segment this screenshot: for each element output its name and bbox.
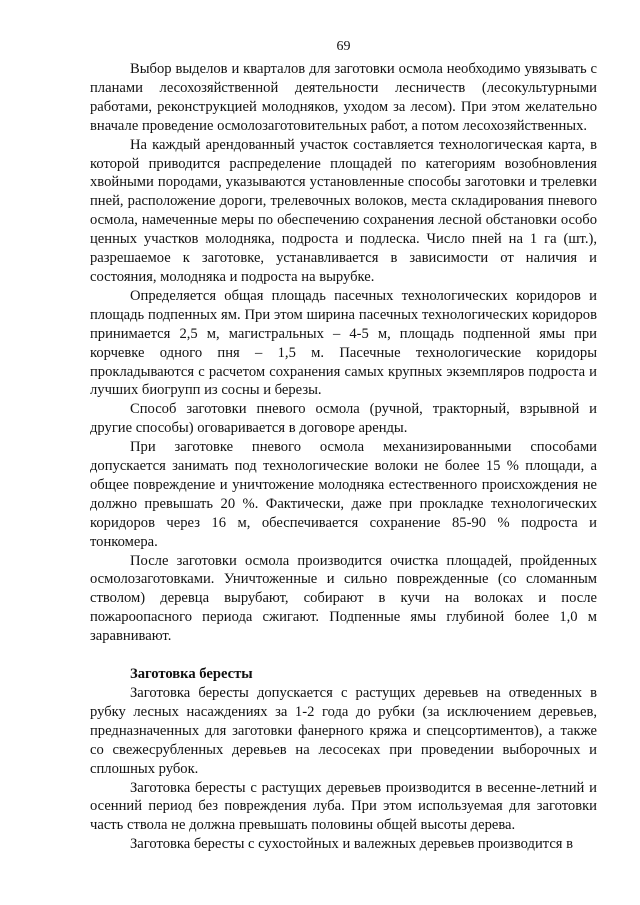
section-paragraph-2: Заготовка бересты с растущих деревьев производится в весенне-летний и осенний период без повреждения луба. При этом используемая для заготовки часть ствола не должна превышать половины общей высоты дерева. xyxy=(90,779,597,834)
paragraph-5: При заготовке пневого осмола механизированными способами допускается занимать под технологические волоки не более 15 % площади, а общее повреждение и уничтожение молодняка естественного происхождения не должно превышать 20 %. Фактически, даже при прокладке технологических коридоров через 16 м, обеспечивается сохранение 85-90 % подроста и тонкомера. xyxy=(90,439,597,550)
paragraph-1: Выбор выделов и кварталов для заготовки осмола необходимо увязывать с планами лесохозяйственной деятельности лесничеств (лесокультурными работами, реконструкцией молодняков, уходом за лесом). При этом желательно вначале проведение осмолозаготовительных работ, а потом лесохозяйственных. xyxy=(90,61,597,134)
paragraph-3: Определяется общая площадь пасечных технологических коридоров и площадь подпенных ям. При этом ширина пасечных технологических коридоров принимается 2,5 м, магистральных – 4-5 м, площадь подпенной ямы при корчевке одного пня – 1,5 м. Пасечные технологические коридоры прокладываются с расчетом сохранения самых крупных экземпляров подроста и лучших биогрупп из сосны и березы. xyxy=(90,287,597,399)
paragraph-4: Способ заготовки пневого осмола (ручной, тракторный, взрывной и другие способы) оговаривается в договоре аренды. xyxy=(90,401,597,437)
section-paragraph-3: Заготовка бересты с сухостойных и валежных деревьев производится в xyxy=(130,836,574,853)
section-spacer xyxy=(90,646,597,665)
page-number: 69 xyxy=(336,39,351,54)
paragraph-6: После заготовки осмола производится очистка площадей, пройденных осмолозаготовками. Уничтоженные и сильно поврежденные (со сломанным стволом) деревца вырубают, собирают в кучи на волоках и после пожароопасного периода сжигают. Подпенные ямы глубиной более 1,0 м заравнивают. xyxy=(90,552,597,645)
section-heading: Заготовка бересты xyxy=(130,666,253,683)
section-paragraph-1: Заготовка бересты допускается с растущих деревьев на отведенных в рубку лесных насаждениях за 1-2 года до рубки (за исключением деревьев, предназначенных для заготовки фанерного кряжа и спецсортиментов), а также со свежесрубленных деревьев на лесосеках при проведении выборочных и сплошных рубок. xyxy=(90,685,597,777)
paragraph-2: На каждый арендованный участок составляется технологическая карта, в которой приводится распределение площадей по категориям возобновления хвойными породами, указываются установленные способы заготовки и трелевки пней, расположение дороги, трелевочных волоков, места складирования пневого осмола, намеченные меры по обеспечению сохранения лесной обстановки особо ценных участков молодняка, подроста и подлеска. Число пней на 1 га (шт.), разрешаемое к заготовке, устанавливается в зависимости от наличия и состояния, молодняка и подроста на вырубке. xyxy=(90,136,597,285)
